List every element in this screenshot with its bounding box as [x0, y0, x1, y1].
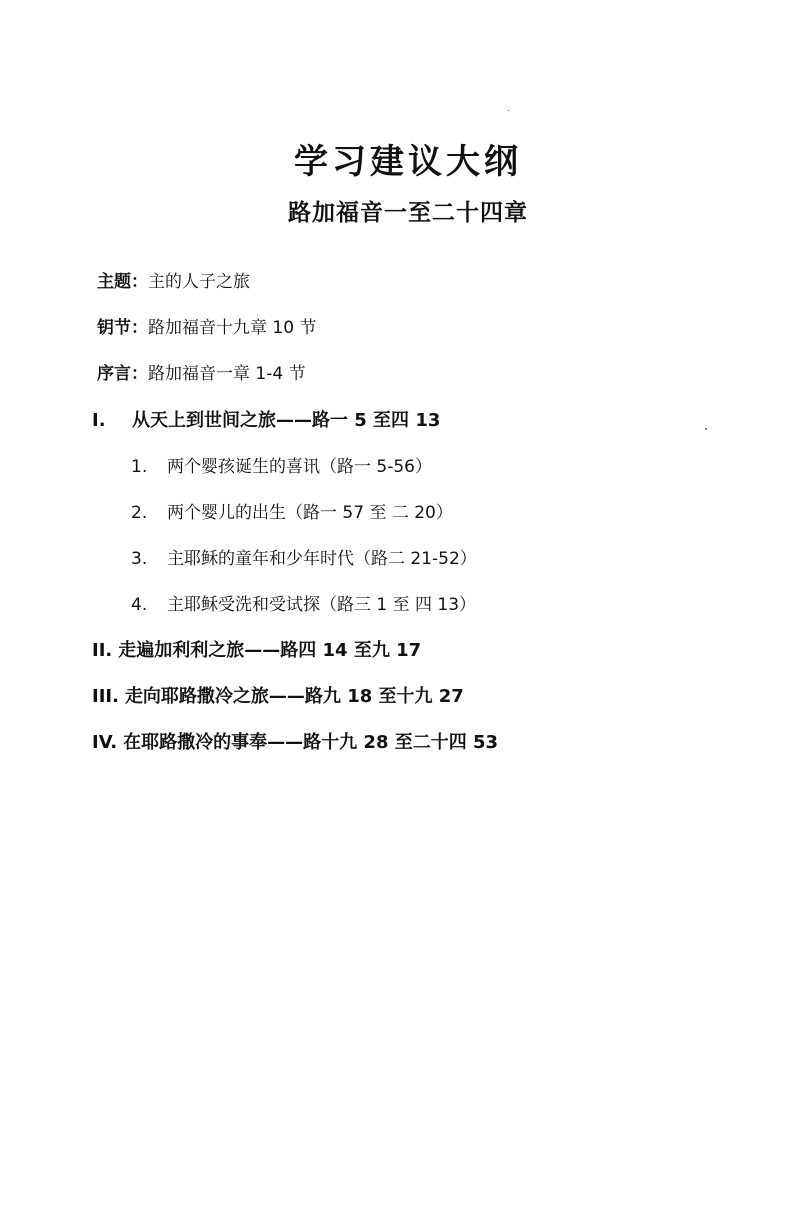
outline-section-4	[92, 732, 498, 754]
section-number: II.	[92, 640, 113, 661]
outline-item	[131, 549, 477, 569]
section-heading: 走向耶路撒冷之旅——路九 18 至十九 27	[124, 686, 464, 707]
item-number: 3.	[131, 549, 148, 569]
page-title: 学习建议大纲	[294, 142, 522, 182]
theme-label: 主题：	[97, 272, 148, 292]
outline-item	[131, 457, 432, 477]
scan-speck	[705, 428, 707, 430]
section-number: IV.	[92, 732, 118, 753]
preface-value: 路加福音一章 1-4 节	[148, 364, 306, 384]
item-text: 主耶稣的童年和少年时代（路二 21-52）	[167, 549, 477, 569]
section-number: I.	[92, 410, 106, 431]
preface-row	[97, 364, 306, 384]
outline-section-1	[92, 410, 440, 432]
key-verse-row	[97, 318, 316, 338]
item-text: 两个婴孩诞生的喜讯（路一 5-56）	[167, 457, 432, 477]
preface-label: 序言：	[97, 364, 148, 384]
item-number: 4.	[131, 595, 148, 615]
section-number: III.	[92, 686, 119, 707]
item-text: 主耶稣受洗和受试探（路三 1 至 四 13）	[167, 595, 477, 615]
item-number: 2.	[131, 503, 148, 523]
outline-section-2	[92, 640, 421, 662]
page-subtitle: 路加福音一至二十四章	[288, 200, 528, 226]
outline-section-3	[92, 686, 464, 708]
outline-item	[131, 595, 476, 615]
key-verse-label: 钥节：	[97, 318, 148, 338]
section-heading: 在耶路撒冷的事奉——路十九 28 至二十四 53	[123, 732, 499, 753]
section-heading: 从天上到世间之旅——路一 5 至四 13	[132, 410, 441, 431]
section-heading: 走遍加利利之旅——路四 14 至九 17	[118, 640, 422, 661]
scan-speck	[508, 110, 509, 111]
key-verse-value: 路加福音十九章 10 节	[148, 318, 317, 338]
theme-row	[97, 272, 250, 292]
item-text: 两个婴儿的出生（路一 57 至 二 20）	[167, 503, 453, 523]
theme-value: 主的人子之旅	[148, 272, 250, 292]
outline-item	[131, 503, 453, 523]
item-number: 1.	[131, 457, 148, 477]
